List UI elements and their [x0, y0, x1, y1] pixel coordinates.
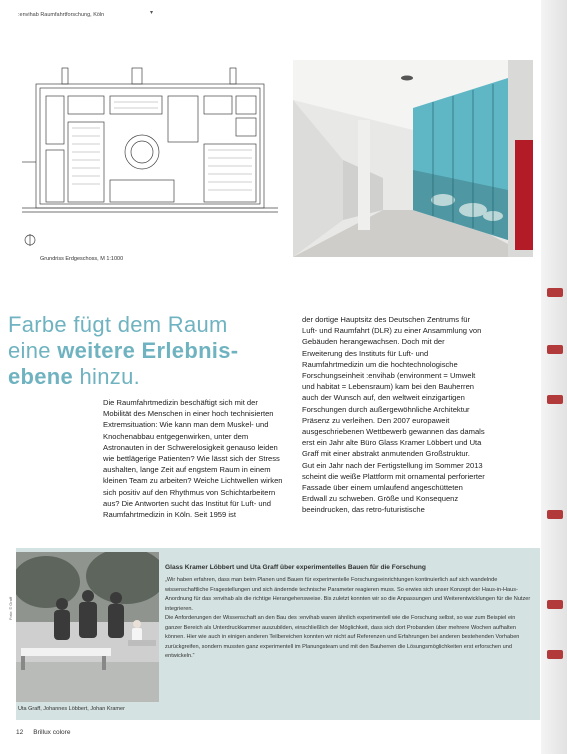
binder-tab [547, 510, 563, 519]
interview-paragraph: „Wir haben erfahren, dass man beim Planen und Bauen für experimentelle Forschungseinrichtungen kontinuierlich auf sich wandelnde wissenschaftliche Fragestellungen und sich ändernde technische Parameter reagieren muss. So erwies sich unser Konzept der Haus-in-Haus-Anordnung für das :envihab als die richtige Herangehensweise. Bis zuletzt konnten wir so die Anpassungen und Weiterentwicklungen für die Nutzer integrieren. [165, 577, 531, 612]
article-paragraph: der dortige Hauptsitz des Deutschen Zentrums für Luft- und Raumfahrt (DLR) zu einer Ansammlung von Gebäuden herangewachsen. Doch mit der Erweiterung des Instituts für Luft- und Raumfahrtmedizin um die hochtechnologische Forschungseinheit :envihab (environment = Umwelt und habitat = Lebensraum) kam bei den Bauherren auch der Wunsch auf, den weltweit einzigartigen Forschungen durch außergewöhnliche Architektur Präsenz zu verleihen. Den 2007 europaweit ausgeschriebenen Wettbewerb gewannen das damals erst ein Jahr alte Büro Glass Kramer Löbbert und Uta Graff mit einer abstrakt anmutenden Großstruktur. [302, 315, 485, 459]
headline-line-3 [8, 364, 288, 390]
binder-tab [547, 650, 563, 659]
headline-text: hinzu. [73, 364, 141, 389]
interview-paragraph: Die Anforderungen der Wissenschaft an den Bau des :envihab waren ähnlich experimentell wie die Forschung selbst, so war zum Beispiel ein ganzer Bereich als Unterdruckkammer auszubilden, einschließlich der Möglichkeit, dass sich dort Probanden über mehrere Wochen aufhalten können. Hier wie auch in einigen anderen Teilbereichen konnten wir nicht auf Referenzen und Erfahrungen bei anderen bestehenden Vorhaben zurückgreifen, sondern mussten ganz experimentell im Planungsteam und mit den Bauherren die Lösungsmöglichkeiten erst erforschen und entwickeln.“ [165, 615, 520, 659]
page-footer [16, 729, 70, 736]
headline-emphasis: ebene [8, 364, 74, 389]
binder-tab [547, 345, 563, 354]
headline-line-2 [8, 338, 288, 364]
photo-credit: Foto: © Graff [8, 596, 13, 620]
architects-portrait-photo [16, 552, 159, 702]
headline-emphasis: weitere Erlebnis- [57, 338, 239, 363]
interview-text [165, 576, 531, 662]
binder-tab [547, 600, 563, 609]
magazine-name: Brillux colore [33, 729, 71, 736]
crop-mark-icon: ▾ [150, 10, 154, 16]
article-paragraph: Gut ein Jahr nach der Fertigstellung im Sommer 2013 scheint die weiße Plattform mit ornamental perforierter Fassade über einem umlaufend angeschütteten Erdwall zu schweben. Größe und Konsequenz beeindrucken, das retro-futuristische [302, 460, 485, 515]
page-number: 12 [16, 729, 24, 736]
article-headline [8, 312, 288, 390]
portrait-caption: Uta Graff, Johannes Löbbert, Johan Kramer [18, 706, 125, 712]
article-column-2 [302, 314, 487, 516]
binder-tab [547, 395, 563, 404]
headline-text: eine [8, 338, 58, 363]
corridor-photo [293, 60, 533, 257]
article-column-1: Die Raumfahrtmedizin beschäftigt sich mit der Mobilität des Menschen in einer hoch technisierten Extremsituation: Wie kann man dem Muskel- und Knochenabbau entgegenwirken, unter dem Astronauten in der Schwerelosigkeit genauso leiden wie bettlägerige Patienten? Wie lässt sich der Stress aushalten, lange Zeit auf engstem Raum in einem kleinen Team zu arbeiten? Weiche Lichtwellen wirken sich positiv auf den Rhythmus von Schichtarbeitern aus? Die Antworten sucht das Institut für Luft- und Raumfahrtmedizin in Köln. Seit 1959 ist [103, 398, 283, 520]
floor-plan-caption: Grundriss Erdgeschoss, M 1:1000 [40, 256, 124, 262]
binder-tab [547, 288, 563, 297]
headline-line-1: Farbe fügt dem Raum [8, 312, 228, 337]
header-breadcrumb: :envihab Raumfahrtforschung, Köln [18, 12, 105, 18]
page-edge-strip [541, 0, 567, 754]
floor-plan-drawing [22, 62, 278, 252]
interview-title: Glass Kramer Löbbert und Uta Graff über experimentelles Bauen für die Forschung [165, 564, 426, 571]
